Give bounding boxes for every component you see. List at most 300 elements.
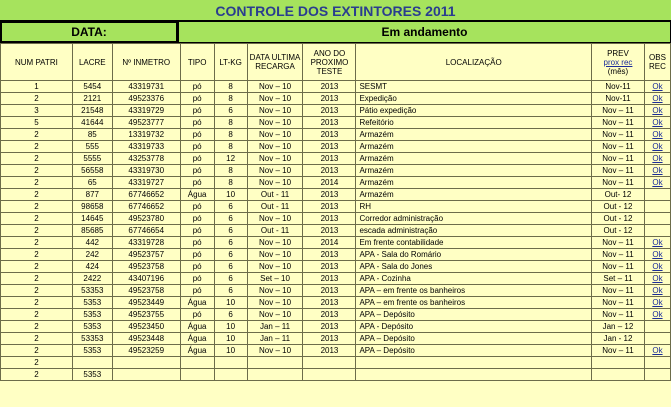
cell-prev[interactable]	[592, 369, 645, 381]
cell-lacre[interactable]: 65	[72, 177, 112, 189]
cell-obs-rec[interactable]	[644, 105, 670, 117]
cell-num-patri[interactable]: 2	[1, 153, 73, 165]
table-row	[1, 141, 671, 153]
cell-prev[interactable]: Nov-11	[592, 81, 645, 93]
cell-lt-kg[interactable]: 8	[214, 81, 247, 93]
header-tipo[interactable]: TIPO	[180, 44, 214, 81]
cell-num-patri[interactable]: 2	[1, 93, 73, 105]
cell-lt-kg[interactable]: 6	[214, 273, 247, 285]
cell-lacre[interactable]: 5353	[72, 297, 112, 309]
cell-prev[interactable]: Out - 12	[592, 201, 645, 213]
cell-lt-kg[interactable]: 10	[214, 189, 247, 201]
cell-data-ultima[interactable]: Nov – 10	[247, 249, 303, 261]
cell-lt-kg[interactable]: 10	[214, 345, 247, 357]
cell-num-patri[interactable]: 1	[1, 81, 73, 93]
cell-inmetro[interactable]	[112, 369, 180, 381]
extinguisher-table	[0, 43, 671, 381]
cell-obs-rec[interactable]	[644, 297, 670, 309]
cell-lt-kg[interactable]: 6	[214, 285, 247, 297]
cell-prev[interactable]: Nov – 11	[592, 309, 645, 321]
cell-num-patri[interactable]: 2	[1, 165, 73, 177]
cell-prev[interactable]: Nov-11	[592, 93, 645, 105]
cell-inmetro[interactable]: 49523259	[112, 345, 180, 357]
cell-lacre[interactable]	[72, 357, 112, 369]
cell-tipo[interactable]: pó	[180, 213, 214, 225]
ok-link[interactable]: Ok	[652, 310, 663, 319]
header-lacre[interactable]: LACRE	[72, 44, 112, 81]
cell-tipo[interactable]: pó	[180, 309, 214, 321]
cell-obs-rec[interactable]	[644, 213, 670, 225]
cell-inmetro[interactable]: 49523758	[112, 261, 180, 273]
cell-ano-proximo[interactable]: 2013	[303, 129, 356, 141]
cell-prev[interactable]: Jan - 12	[592, 333, 645, 345]
cell-prev[interactable]: Nov – 11	[592, 345, 645, 357]
cell-ano-proximo[interactable]: 2013	[303, 213, 356, 225]
ok-link[interactable]: Ok	[652, 82, 663, 91]
cell-data-ultima[interactable]: Nov – 10	[247, 105, 303, 117]
cell-tipo[interactable]: pó	[180, 129, 214, 141]
cell-localizacao[interactable]: APA - Cozinha	[356, 273, 592, 285]
cell-num-patri[interactable]: 2	[1, 273, 73, 285]
ok-link[interactable]: Ok	[652, 262, 663, 271]
cell-localizacao[interactable]: Armazém	[356, 141, 592, 153]
cell-tipo[interactable]: pó	[180, 237, 214, 249]
cell-obs-rec[interactable]	[644, 357, 670, 369]
cell-lacre[interactable]: 2121	[72, 93, 112, 105]
cell-lacre[interactable]: 877	[72, 189, 112, 201]
cell-data-ultima[interactable]: Nov – 10	[247, 309, 303, 321]
cell-prev[interactable]: Out- 12	[592, 189, 645, 201]
cell-lt-kg[interactable]: 6	[214, 105, 247, 117]
cell-prev[interactable]: Nov – 11	[592, 285, 645, 297]
table-row	[1, 117, 671, 129]
cell-inmetro[interactable]: 49523449	[112, 297, 180, 309]
table-row	[1, 189, 671, 201]
cell-inmetro[interactable]: 43319731	[112, 81, 180, 93]
cell-data-ultima[interactable]: Nov – 10	[247, 261, 303, 273]
cell-obs-rec[interactable]	[644, 93, 670, 105]
header-data-ultima[interactable]: DATA ULTIMA RECARGA	[247, 44, 303, 81]
cell-data-ultima[interactable]: Out - 11	[247, 189, 303, 201]
cell-ano-proximo[interactable]: 2013	[303, 249, 356, 261]
cell-ano-proximo[interactable]: 2014	[303, 177, 356, 189]
cell-inmetro[interactable]: 43407196	[112, 273, 180, 285]
cell-obs-rec[interactable]	[644, 333, 670, 345]
cell-lacre[interactable]: 21548	[72, 105, 112, 117]
cell-obs-rec[interactable]	[644, 201, 670, 213]
cell-lacre[interactable]: 98658	[72, 201, 112, 213]
cell-ano-proximo[interactable]: 2013	[303, 189, 356, 201]
cell-lacre[interactable]: 5353	[72, 369, 112, 381]
cell-lt-kg[interactable]: 6	[214, 201, 247, 213]
cell-obs-rec[interactable]	[644, 321, 670, 333]
cell-tipo[interactable]: Água	[180, 333, 214, 345]
status-bar	[0, 21, 671, 43]
cell-num-patri[interactable]: 2	[1, 333, 73, 345]
cell-lt-kg[interactable]: 6	[214, 261, 247, 273]
cell-obs-rec[interactable]	[644, 225, 670, 237]
cell-num-patri[interactable]: 2	[1, 345, 73, 357]
cell-inmetro[interactable]: 43319730	[112, 165, 180, 177]
cell-obs-rec[interactable]	[644, 309, 670, 321]
table-row	[1, 273, 671, 285]
cell-num-patri[interactable]: 2	[1, 309, 73, 321]
ok-link[interactable]: Ok	[652, 238, 663, 247]
cell-prev[interactable]: Nov – 11	[592, 129, 645, 141]
cell-data-ultima[interactable]: Nov – 10	[247, 297, 303, 309]
cell-inmetro[interactable]: 43319728	[112, 237, 180, 249]
cell-localizacao[interactable]: APA - Sala do Romário	[356, 249, 592, 261]
header-lt-kg[interactable]: LT-KG	[214, 44, 247, 81]
cell-lt-kg[interactable]	[214, 357, 247, 369]
cell-data-ultima[interactable]	[247, 357, 303, 369]
cell-ano-proximo[interactable]: 2013	[303, 285, 356, 297]
cell-lt-kg[interactable]: 10	[214, 297, 247, 309]
cell-lacre[interactable]: 242	[72, 249, 112, 261]
table-row	[1, 357, 671, 369]
cell-num-patri[interactable]: 2	[1, 321, 73, 333]
cell-ano-proximo[interactable]: 2013	[303, 201, 356, 213]
header-prev[interactable]	[592, 44, 645, 81]
cell-inmetro[interactable]: 49523757	[112, 249, 180, 261]
cell-ano-proximo[interactable]: 2013	[303, 297, 356, 309]
cell-localizacao[interactable]: Armazém	[356, 129, 592, 141]
cell-data-ultima[interactable]: Nov – 10	[247, 345, 303, 357]
cell-num-patri[interactable]: 2	[1, 249, 73, 261]
cell-localizacao[interactable]: Expedição	[356, 93, 592, 105]
cell-localizacao[interactable]	[356, 357, 592, 369]
cell-lt-kg[interactable]: 6	[214, 237, 247, 249]
cell-ano-proximo[interactable]	[303, 357, 356, 369]
cell-ano-proximo[interactable]: 2013	[303, 225, 356, 237]
cell-num-patri[interactable]: 2	[1, 189, 73, 201]
header-localizacao[interactable]: LOCALIZAÇÃO	[356, 44, 592, 81]
cell-data-ultima[interactable]: Nov – 10	[247, 129, 303, 141]
table-row	[1, 309, 671, 321]
ok-link[interactable]: Ok	[652, 250, 663, 259]
sheet-title: CONTROLE DOS EXTINTORES 2011	[0, 0, 671, 21]
cell-obs-rec[interactable]	[644, 345, 670, 357]
cell-data-ultima[interactable]: Jan – 11	[247, 321, 303, 333]
ok-link[interactable]: Ok	[652, 142, 663, 151]
table-row	[1, 225, 671, 237]
cell-lacre[interactable]: 56558	[72, 165, 112, 177]
cell-localizacao[interactable]: escada administração	[356, 225, 592, 237]
cell-ano-proximo[interactable]: 2013	[303, 141, 356, 153]
cell-prev[interactable]: Jan – 12	[592, 321, 645, 333]
cell-data-ultima[interactable]: Nov – 10	[247, 153, 303, 165]
cell-obs-rec[interactable]	[644, 141, 670, 153]
data-label-cell[interactable]: DATA:	[0, 21, 178, 43]
cell-lt-kg[interactable]: 8	[214, 165, 247, 177]
cell-ano-proximo[interactable]: 2013	[303, 261, 356, 273]
cell-inmetro[interactable]: 49523448	[112, 333, 180, 345]
cell-prev[interactable]: Set – 11	[592, 273, 645, 285]
cell-localizacao[interactable]: Armazém	[356, 153, 592, 165]
cell-tipo[interactable]: Água	[180, 189, 214, 201]
cell-data-ultima[interactable]: Nov – 10	[247, 213, 303, 225]
cell-lacre[interactable]: 5353	[72, 309, 112, 321]
table-row	[1, 81, 671, 93]
cell-inmetro[interactable]: 43319727	[112, 177, 180, 189]
ok-link[interactable]: Ok	[652, 118, 663, 127]
cell-lacre[interactable]: 53353	[72, 285, 112, 297]
cell-obs-rec[interactable]	[644, 129, 670, 141]
cell-tipo[interactable]	[180, 369, 214, 381]
cell-tipo[interactable]: Água	[180, 345, 214, 357]
cell-prev[interactable]: Nov – 11	[592, 141, 645, 153]
cell-prev[interactable]: Nov – 11	[592, 177, 645, 189]
ok-link[interactable]: Ok	[652, 286, 663, 295]
cell-tipo[interactable]: Água	[180, 297, 214, 309]
cell-tipo[interactable]	[180, 357, 214, 369]
cell-obs-rec[interactable]	[644, 237, 670, 249]
cell-data-ultima[interactable]: Nov – 10	[247, 141, 303, 153]
cell-tipo[interactable]: pó	[180, 225, 214, 237]
cell-localizacao[interactable]: APA – Depósito	[356, 309, 592, 321]
cell-inmetro[interactable]: 43253778	[112, 153, 180, 165]
cell-prev[interactable]: Nov – 11	[592, 153, 645, 165]
cell-obs-rec[interactable]	[644, 177, 670, 189]
status-cell[interactable]: Em andamento	[178, 21, 671, 43]
cell-data-ultima[interactable]	[247, 369, 303, 381]
cell-ano-proximo[interactable]: 2013	[303, 93, 356, 105]
cell-ano-proximo[interactable]: 2013	[303, 345, 356, 357]
cell-localizacao[interactable]: Armazém	[356, 165, 592, 177]
cell-lacre[interactable]: 555	[72, 141, 112, 153]
header-obs-rec[interactable]: OBS REC	[644, 44, 670, 81]
cell-localizacao[interactable]: Refeitório	[356, 117, 592, 129]
cell-prev[interactable]: Out - 12	[592, 213, 645, 225]
cell-num-patri[interactable]: 2	[1, 261, 73, 273]
cell-ano-proximo[interactable]: 2013	[303, 105, 356, 117]
cell-lt-kg[interactable]: 8	[214, 117, 247, 129]
cell-inmetro[interactable]: 43319733	[112, 141, 180, 153]
cell-lt-kg[interactable]: 6	[214, 249, 247, 261]
cell-prev[interactable]: Nov – 11	[592, 261, 645, 273]
cell-inmetro[interactable]: 49523780	[112, 213, 180, 225]
cell-ano-proximo[interactable]	[303, 369, 356, 381]
cell-data-ultima[interactable]: Set – 10	[247, 273, 303, 285]
cell-localizacao[interactable]: APA - Sala do Jones	[356, 261, 592, 273]
cell-tipo[interactable]: pó	[180, 249, 214, 261]
cell-localizacao[interactable]: SESMT	[356, 81, 592, 93]
ok-link[interactable]: Ok	[652, 154, 663, 163]
cell-ano-proximo[interactable]: 2013	[303, 273, 356, 285]
cell-ano-proximo[interactable]: 2013	[303, 81, 356, 93]
cell-data-ultima[interactable]: Jan – 11	[247, 333, 303, 345]
cell-ano-proximo[interactable]: 2013	[303, 321, 356, 333]
header-ano-proximo[interactable]: ANO DO PROXIMO TESTE	[303, 44, 356, 81]
header-prev-link[interactable]: prox rec	[603, 57, 633, 67]
cell-localizacao[interactable]: Pátio expedição	[356, 105, 592, 117]
cell-lacre[interactable]: 5353	[72, 321, 112, 333]
cell-num-patri[interactable]: 2	[1, 297, 73, 309]
cell-tipo[interactable]: pó	[180, 273, 214, 285]
cell-lacre[interactable]: 5555	[72, 153, 112, 165]
table-row	[1, 93, 671, 105]
cell-obs-rec[interactable]	[644, 369, 670, 381]
cell-tipo[interactable]: pó	[180, 261, 214, 273]
cell-prev[interactable]: Nov – 11	[592, 237, 645, 249]
cell-lacre[interactable]: 5454	[72, 81, 112, 93]
cell-ano-proximo[interactable]: 2013	[303, 309, 356, 321]
table-row	[1, 261, 671, 273]
table-row	[1, 237, 671, 249]
cell-obs-rec[interactable]	[644, 153, 670, 165]
cell-num-patri[interactable]: 2	[1, 201, 73, 213]
cell-inmetro[interactable]: 49523755	[112, 309, 180, 321]
cell-inmetro[interactable]: 49523450	[112, 321, 180, 333]
cell-num-patri[interactable]: 2	[1, 177, 73, 189]
header-prev-top: PREV	[607, 48, 629, 58]
table-row	[1, 201, 671, 213]
cell-tipo[interactable]: pó	[180, 153, 214, 165]
cell-inmetro[interactable]: 67746652	[112, 201, 180, 213]
cell-data-ultima[interactable]: Nov – 10	[247, 237, 303, 249]
cell-inmetro[interactable]	[112, 357, 180, 369]
cell-localizacao[interactable]: Corredor administração	[356, 213, 592, 225]
cell-localizacao[interactable]: APA – em frente os banheiros	[356, 285, 592, 297]
cell-lacre[interactable]: 5353	[72, 345, 112, 357]
cell-num-patri[interactable]: 2	[1, 213, 73, 225]
cell-localizacao[interactable]: APA – Depósito	[356, 333, 592, 345]
cell-data-ultima[interactable]: Nov – 10	[247, 81, 303, 93]
table-row	[1, 369, 671, 381]
cell-tipo[interactable]: pó	[180, 81, 214, 93]
cell-data-ultima[interactable]: Nov – 10	[247, 177, 303, 189]
cell-tipo[interactable]: pó	[180, 201, 214, 213]
cell-obs-rec[interactable]	[644, 273, 670, 285]
cell-lacre[interactable]: 85	[72, 129, 112, 141]
ok-link[interactable]: Ok	[652, 298, 663, 307]
cell-num-patri[interactable]: 2	[1, 141, 73, 153]
cell-lt-kg[interactable]: 8	[214, 177, 247, 189]
ok-link[interactable]: Ok	[652, 130, 663, 139]
cell-inmetro[interactable]: 67746654	[112, 225, 180, 237]
cell-lt-kg[interactable]: 6	[214, 213, 247, 225]
cell-lacre[interactable]: 424	[72, 261, 112, 273]
cell-prev[interactable]: Out - 12	[592, 225, 645, 237]
cell-localizacao[interactable]: Armazém	[356, 189, 592, 201]
cell-lacre[interactable]: 2422	[72, 273, 112, 285]
cell-obs-rec[interactable]	[644, 249, 670, 261]
cell-num-patri[interactable]: 3	[1, 105, 73, 117]
cell-data-ultima[interactable]: Nov – 10	[247, 117, 303, 129]
cell-inmetro[interactable]: 67746652	[112, 189, 180, 201]
cell-data-ultima[interactable]: Nov – 10	[247, 285, 303, 297]
cell-localizacao[interactable]: Armazém	[356, 177, 592, 189]
cell-data-ultima[interactable]: Nov – 10	[247, 165, 303, 177]
cell-lacre[interactable]: 442	[72, 237, 112, 249]
cell-ano-proximo[interactable]: 2013	[303, 117, 356, 129]
cell-lt-kg[interactable]: 6	[214, 309, 247, 321]
ok-link[interactable]: Ok	[652, 166, 663, 175]
cell-lacre[interactable]: 14645	[72, 213, 112, 225]
cell-tipo[interactable]: pó	[180, 117, 214, 129]
cell-ano-proximo[interactable]: 2013	[303, 165, 356, 177]
cell-num-patri[interactable]: 2	[1, 225, 73, 237]
table-row	[1, 153, 671, 165]
cell-obs-rec[interactable]	[644, 261, 670, 273]
cell-num-patri[interactable]: 2	[1, 369, 73, 381]
cell-localizacao[interactable]: Em frente contabilidade	[356, 237, 592, 249]
cell-inmetro[interactable]: 49523758	[112, 285, 180, 297]
cell-ano-proximo[interactable]: 2013	[303, 333, 356, 345]
cell-inmetro[interactable]: 49523777	[112, 117, 180, 129]
cell-tipo[interactable]: pó	[180, 285, 214, 297]
cell-num-patri[interactable]: 2	[1, 285, 73, 297]
cell-lacre[interactable]: 85685	[72, 225, 112, 237]
cell-lt-kg[interactable]: 8	[214, 93, 247, 105]
cell-lt-kg[interactable]: 8	[214, 141, 247, 153]
cell-localizacao[interactable]: APA – Depósito	[356, 345, 592, 357]
cell-prev[interactable]: Nov – 11	[592, 165, 645, 177]
cell-lt-kg[interactable]: 8	[214, 129, 247, 141]
ok-link[interactable]: Ok	[652, 106, 663, 115]
cell-localizacao[interactable]: APA - Depósito	[356, 321, 592, 333]
cell-ano-proximo[interactable]: 2013	[303, 153, 356, 165]
cell-obs-rec[interactable]	[644, 165, 670, 177]
cell-tipo[interactable]: Água	[180, 321, 214, 333]
ok-link[interactable]: Ok	[652, 94, 663, 103]
cell-localizacao[interactable]: APA – em frente os banheiros	[356, 297, 592, 309]
cell-obs-rec[interactable]	[644, 285, 670, 297]
table-row	[1, 249, 671, 261]
cell-inmetro[interactable]: 43319729	[112, 105, 180, 117]
cell-prev[interactable]	[592, 357, 645, 369]
cell-tipo[interactable]: pó	[180, 93, 214, 105]
header-num-patri[interactable]: NUM PATRI	[1, 44, 73, 81]
cell-num-patri[interactable]: 2	[1, 357, 73, 369]
cell-lacre[interactable]: 53353	[72, 333, 112, 345]
cell-prev[interactable]: Nov – 11	[592, 249, 645, 261]
cell-lt-kg[interactable]	[214, 369, 247, 381]
cell-num-patri[interactable]: 5	[1, 117, 73, 129]
cell-lt-kg[interactable]: 12	[214, 153, 247, 165]
table-row	[1, 321, 671, 333]
cell-num-patri[interactable]: 2	[1, 237, 73, 249]
ok-link[interactable]: Ok	[652, 346, 663, 355]
cell-localizacao[interactable]	[356, 369, 592, 381]
cell-obs-rec[interactable]	[644, 189, 670, 201]
header-inmetro[interactable]: Nº INMETRO	[112, 44, 180, 81]
cell-tipo[interactable]: pó	[180, 177, 214, 189]
cell-obs-rec[interactable]	[644, 81, 670, 93]
cell-tipo[interactable]: pó	[180, 165, 214, 177]
ok-link[interactable]: Ok	[652, 178, 663, 187]
cell-inmetro[interactable]: 13319732	[112, 129, 180, 141]
cell-data-ultima[interactable]: Out - 11	[247, 201, 303, 213]
cell-obs-rec[interactable]	[644, 117, 670, 129]
ok-link[interactable]: Ok	[652, 274, 663, 283]
cell-lt-kg[interactable]: 6	[214, 225, 247, 237]
cell-prev[interactable]: Nov – 11	[592, 297, 645, 309]
cell-tipo[interactable]: pó	[180, 141, 214, 153]
cell-lt-kg[interactable]: 10	[214, 321, 247, 333]
cell-lt-kg[interactable]: 10	[214, 333, 247, 345]
cell-prev[interactable]: Nov – 11	[592, 117, 645, 129]
cell-data-ultima[interactable]: Nov – 10	[247, 93, 303, 105]
cell-localizacao[interactable]: RH	[356, 201, 592, 213]
cell-data-ultima[interactable]: Out - 11	[247, 225, 303, 237]
cell-lacre[interactable]: 41644	[72, 117, 112, 129]
cell-tipo[interactable]: pó	[180, 105, 214, 117]
cell-inmetro[interactable]: 49523376	[112, 93, 180, 105]
cell-prev[interactable]: Nov – 11	[592, 105, 645, 117]
cell-num-patri[interactable]: 2	[1, 129, 73, 141]
cell-ano-proximo[interactable]: 2014	[303, 237, 356, 249]
